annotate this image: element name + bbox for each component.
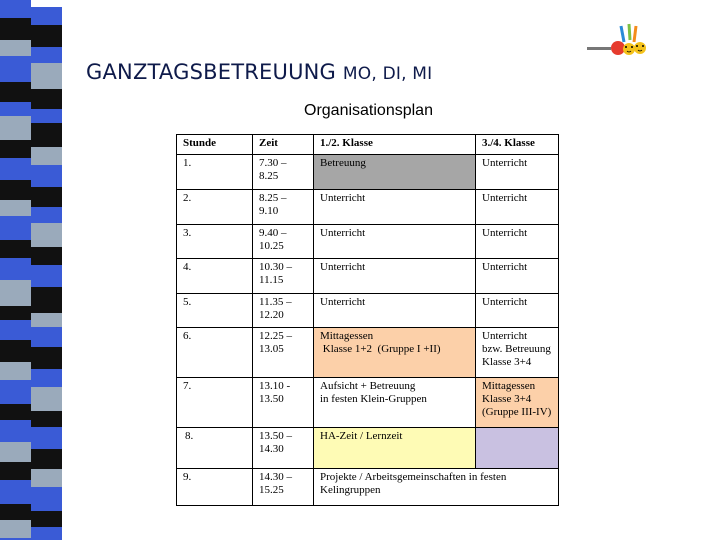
- organisation-table: [176, 134, 559, 506]
- strip-block: [0, 404, 31, 420]
- strip-block: [31, 223, 62, 247]
- strip-block: [0, 340, 31, 362]
- strip-block: [0, 258, 31, 280]
- header-klasse-12: 1./2. Klasse: [314, 135, 476, 155]
- cell-stunde: 4.: [177, 259, 253, 294]
- strip-block: [31, 313, 62, 327]
- strip-block: [0, 520, 31, 538]
- table-row: [177, 190, 559, 225]
- table-header-row: [177, 135, 559, 155]
- strip-block: [0, 504, 31, 520]
- cell-zeit: 10.30 – 11.15: [253, 259, 314, 294]
- cell-zeit: 11.35 – 12.20: [253, 294, 314, 328]
- cell-zeit: 14.30 – 15.25: [253, 469, 314, 506]
- cell-klasse-34: Unterricht: [476, 294, 559, 328]
- table-row: [177, 469, 559, 506]
- title-main: GANZTAGSBETREUUNG: [86, 60, 337, 84]
- cell-stunde: 3.: [177, 225, 253, 259]
- strip-block: [31, 265, 62, 287]
- cell-klasse-12: Unterricht: [314, 259, 476, 294]
- strip-block: [31, 123, 62, 147]
- strip-block: [0, 102, 31, 116]
- strip-block: [0, 462, 31, 480]
- table-row: [177, 155, 559, 190]
- strip-block: [0, 362, 31, 380]
- table-row: [177, 328, 559, 378]
- cell-klasse-34: Unterricht: [476, 190, 559, 225]
- decorative-side-strip: [0, 0, 62, 540]
- strip-block: [0, 18, 31, 40]
- school-logo: [585, 20, 655, 60]
- strip-block: [0, 442, 31, 462]
- strip-block: [0, 216, 31, 240]
- table-row: [177, 259, 559, 294]
- strip-block: [31, 7, 62, 25]
- strip-block: [31, 527, 62, 540]
- strip-block: [0, 380, 31, 404]
- cell-projekte-span: Projekte / Arbeitsgemeinschaften in festen Kelingruppen: [314, 469, 559, 506]
- strip-block: [31, 469, 62, 487]
- cell-zeit: 13.10 - 13.50: [253, 378, 314, 428]
- cell-klasse-12: Unterricht: [314, 190, 476, 225]
- page-subtitle: Organisationsplan: [304, 102, 433, 119]
- cell-klasse-12: Betreuung: [314, 155, 476, 190]
- cell-klasse-34: Unterricht: [476, 155, 559, 190]
- cell-zeit: 13.50 – 14.30: [253, 428, 314, 469]
- strip-block: [31, 487, 62, 511]
- strip-block: [31, 187, 62, 207]
- strip-block: [0, 82, 31, 102]
- table-row: [177, 378, 559, 428]
- strip-block: [0, 140, 31, 158]
- cell-stunde: 9.: [177, 469, 253, 506]
- cell-zeit: 12.25 – 13.05: [253, 328, 314, 378]
- strip-block: [31, 207, 62, 223]
- strip-block: [0, 200, 31, 216]
- header-zeit: Zeit: [253, 135, 314, 155]
- header-klasse-34: 3./4. Klasse: [476, 135, 559, 155]
- strip-block: [31, 387, 62, 411]
- strip-block: [31, 287, 62, 313]
- cell-klasse-12: Aufsicht + Betreuung in festen Klein-Gruppen: [314, 378, 476, 428]
- strip-block: [31, 247, 62, 265]
- strip-block: [31, 165, 62, 187]
- strip-block: [31, 427, 62, 449]
- strip-block: [0, 306, 31, 320]
- strip-block: [0, 420, 31, 442]
- cell-klasse-34: Unterricht bzw. Betreuung Klasse 3+4: [476, 328, 559, 378]
- cell-klasse-12: Unterricht: [314, 294, 476, 328]
- cell-stunde: 1.: [177, 155, 253, 190]
- strip-block: [0, 0, 31, 18]
- strip-block: [31, 511, 62, 527]
- cell-klasse-12: Mittagessen Klasse 1+2 (Gruppe I +II): [314, 328, 476, 378]
- cell-stunde: 2.: [177, 190, 253, 225]
- strip-block: [0, 56, 31, 82]
- table-row: [177, 225, 559, 259]
- cell-klasse-12: HA-Zeit / Lernzeit: [314, 428, 476, 469]
- title-days: MO, DI, MI: [342, 64, 433, 84]
- strip-block: [31, 147, 62, 165]
- cell-klasse-34: Unterricht: [476, 259, 559, 294]
- header-stunde: Stunde: [177, 135, 253, 155]
- cell-zeit: 7.30 – 8.25: [253, 155, 314, 190]
- strip-block: [31, 327, 62, 347]
- cell-zeit: 9.40 – 10.25: [253, 225, 314, 259]
- strip-block: [31, 89, 62, 109]
- strip-block: [31, 369, 62, 387]
- cell-klasse-34: Mittagessen Klasse 3+4 (Gruppe III-IV): [476, 378, 559, 428]
- strip-block: [31, 25, 62, 47]
- page-title: [86, 60, 432, 84]
- strip-block: [0, 40, 31, 56]
- strip-block: [0, 180, 31, 200]
- strip-block: [31, 63, 62, 89]
- strip-block: [31, 47, 62, 63]
- strip-block: [0, 320, 31, 340]
- strip-block: [31, 411, 62, 427]
- strip-block: [0, 158, 31, 180]
- strip-block: [31, 109, 62, 123]
- strip-block: [31, 347, 62, 369]
- cell-stunde: 5.: [177, 294, 253, 328]
- strip-block: [31, 449, 62, 469]
- strip-block: [0, 116, 31, 140]
- cell-stunde: 6.: [177, 328, 253, 378]
- cell-zeit: 8.25 – 9.10: [253, 190, 314, 225]
- strip-block: [0, 240, 31, 258]
- cell-klasse-34: [476, 428, 559, 469]
- strip-block: [0, 280, 31, 306]
- cell-stunde: 7.: [177, 378, 253, 428]
- cell-stunde: 8.: [177, 428, 253, 469]
- cell-klasse-34: Unterricht: [476, 225, 559, 259]
- table-row: [177, 428, 559, 469]
- strip-block: [0, 480, 31, 504]
- cell-klasse-12: Unterricht: [314, 225, 476, 259]
- table-row: [177, 294, 559, 328]
